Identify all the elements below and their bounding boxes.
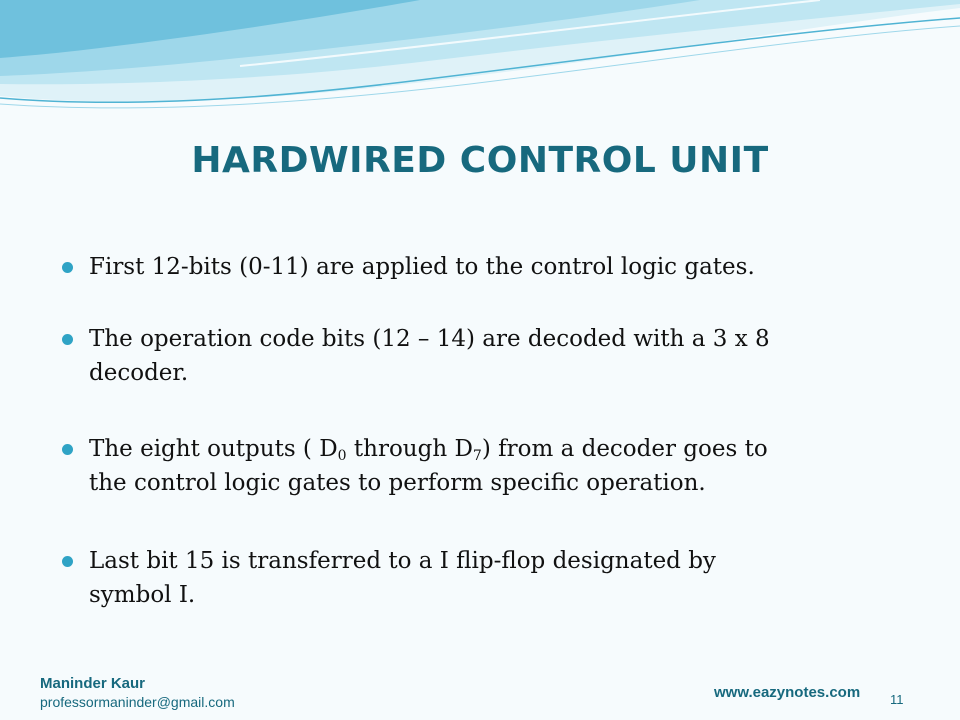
header-wave-decoration bbox=[0, 0, 960, 140]
bullet-text-line2: symbol I. bbox=[89, 582, 196, 608]
bullet-item bbox=[62, 544, 912, 612]
subscript-d7: 7 bbox=[472, 448, 482, 464]
author-email: professormaninder@gmail.com bbox=[40, 694, 235, 710]
bullet-text-line1: Last bit 15 is transferred to a I flip-flop designated by bbox=[89, 548, 716, 574]
bullet-text-post: ) from a decoder goes to bbox=[481, 436, 768, 462]
bullet-text-line2: the control logic gates to perform specific operation. bbox=[89, 470, 706, 496]
bullet-item bbox=[62, 432, 912, 500]
bullet-dot-icon bbox=[62, 262, 73, 273]
bullet-list bbox=[62, 250, 912, 612]
bullet-text-line2: decoder. bbox=[89, 360, 189, 386]
author-name: Maninder Kaur bbox=[40, 675, 146, 692]
bullet-text-mid: through D bbox=[346, 436, 473, 462]
bullet-text-line1: The operation code bits (12 – 14) are decoded with a 3 x 8 bbox=[89, 326, 770, 352]
slide-title: HARDWIRED CONTROL UNIT bbox=[191, 140, 769, 181]
bullet-item bbox=[62, 322, 912, 390]
bullet-text-pre: The eight outputs ( D bbox=[89, 436, 338, 462]
bullet-dot-icon bbox=[62, 556, 73, 567]
subscript-d0: 0 bbox=[337, 448, 347, 464]
bullet-dot-icon bbox=[62, 334, 73, 345]
footer-website: www.eazynotes.com bbox=[714, 684, 861, 701]
page-number: 11 bbox=[890, 692, 904, 707]
bullet-dot-icon bbox=[62, 444, 73, 455]
bullet-text: First 12-bits (0-11) are applied to the control logic gates. bbox=[89, 254, 755, 280]
bullet-item bbox=[62, 250, 912, 284]
footer-author-block bbox=[40, 675, 235, 711]
